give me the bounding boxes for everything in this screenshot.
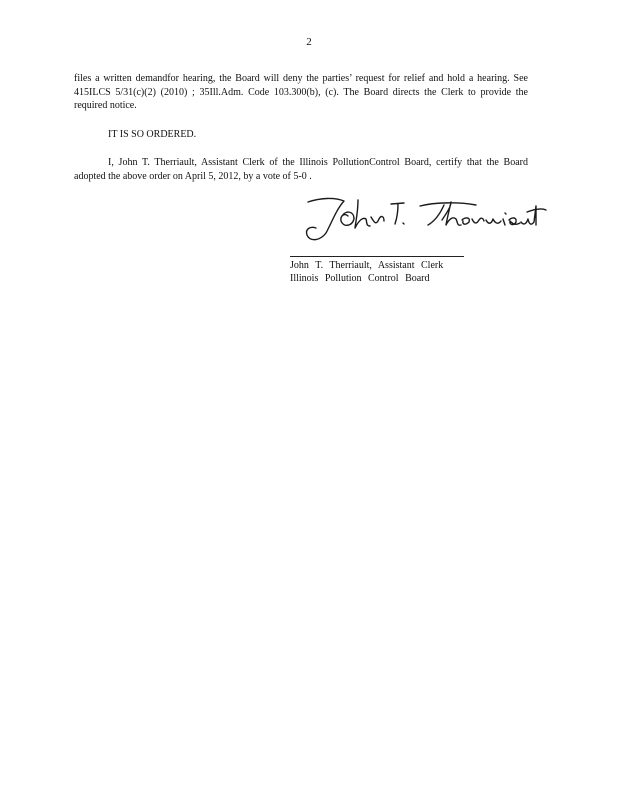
signatory-name-title: John T. Therriault, Assistant Clerk — [290, 260, 444, 271]
signature-line — [290, 256, 464, 257]
so-ordered-line: IT IS SO ORDERED. — [108, 129, 197, 140]
page-number: 2 — [306, 36, 312, 48]
handwritten-signature — [300, 190, 550, 246]
signatory-organization: Illinois Pollution Control Board — [290, 273, 430, 284]
certification-paragraph: I, John T. Therriault, Assistant Clerk of the Illinois PollutionControl Board, certify that the Board adopted the above order on April 5, 2012, by a vote of 5-0 . — [74, 157, 528, 182]
order-paragraph: files a written demandfor hearing, the Board will deny the parties’ request for relief and hold a hearing. See 415ILCS 5/31(c)(2) (2010) ; 35Ill.Adm. Code 103.300(b), (c). The Board directs the Clerk to provide the required notice. — [74, 73, 528, 111]
